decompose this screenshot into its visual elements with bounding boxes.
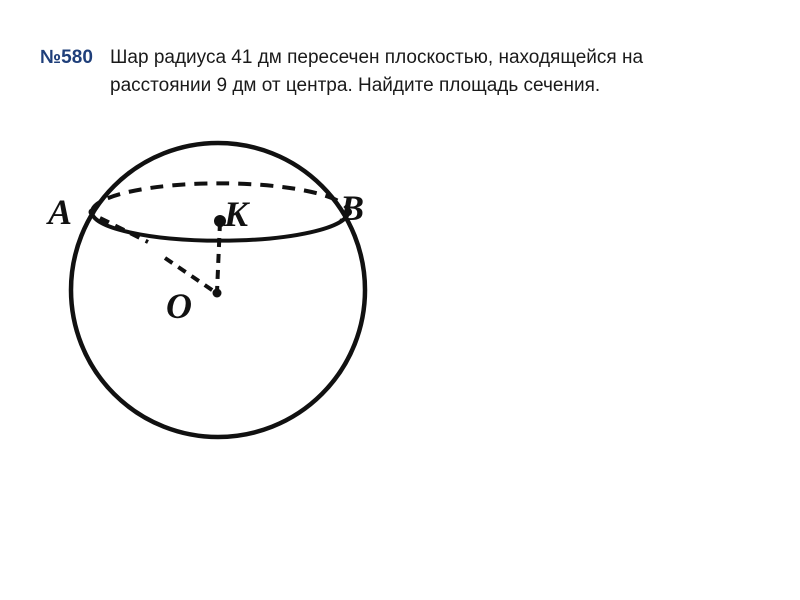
label-k: K	[224, 194, 249, 234]
label-b: B	[340, 188, 365, 228]
radius-oa-upper	[100, 218, 148, 242]
problem-text-line-1: Шар радиуса 41 дм пересечен плоскостью, находящейся на	[110, 47, 644, 68]
problem-number: №580	[40, 47, 93, 68]
label-o: O	[166, 286, 192, 326]
segment-ko	[217, 222, 220, 292]
point-a	[89, 209, 96, 216]
section-back-arc	[92, 183, 348, 212]
problem-text-line-2: расстоянии 9 дм от центра. Найдите площадь сечения.	[110, 75, 601, 96]
point-o	[213, 289, 222, 298]
label-a: A	[48, 192, 73, 232]
